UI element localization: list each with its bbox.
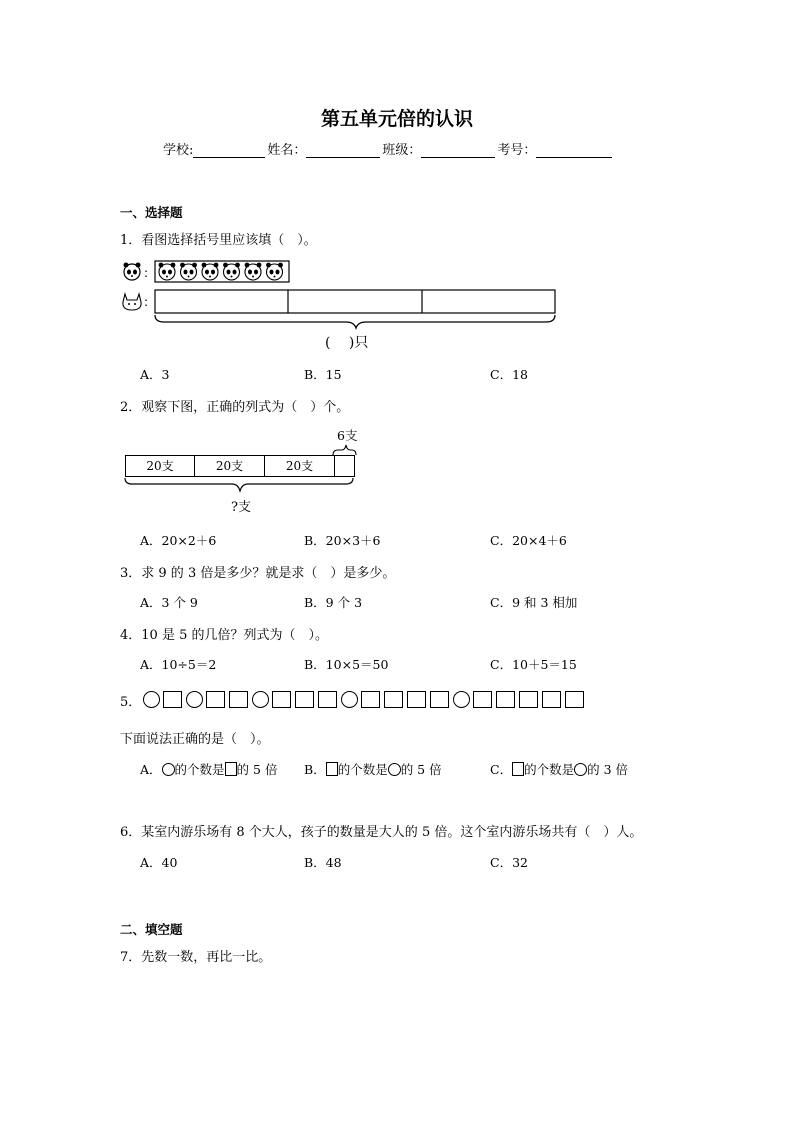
circle-shape [252, 691, 269, 708]
q5-option-b[interactable] [304, 760, 442, 778]
svg-text::: : [144, 295, 149, 309]
q2-top-brace [330, 442, 360, 456]
square-shape [318, 691, 337, 708]
q2-extra-label: 6支 [337, 428, 358, 443]
exam-no-label: 考号： [497, 143, 537, 158]
q2-option-c[interactable]: C．20×4＋6 [490, 533, 567, 548]
circle-shape [453, 691, 470, 708]
panda-icon [180, 263, 197, 280]
name-label: 姓名： [267, 143, 307, 158]
q1-option-b[interactable]: B．15 [304, 367, 342, 382]
panda-icon [202, 263, 219, 280]
square-shape [473, 691, 492, 708]
circle-shape [186, 691, 203, 708]
square-shape [512, 762, 524, 776]
q3-option-a[interactable]: A．3 个 9 [140, 595, 198, 610]
q5-option-c-suffix: 的 3 倍 [587, 762, 628, 777]
square-shape [295, 691, 314, 708]
question-1-text: 1．看图选择括号里应该填（ ）。 [120, 233, 317, 248]
panda-icon [159, 263, 176, 280]
square-shape [384, 691, 403, 708]
q5-option-b-suffix: 的 5 倍 [400, 762, 442, 777]
question-6-text: 6．某室内游乐场有 8 个大人，孩子的数量是大人的 5 倍。这个室内游乐场共有（ ）人。 [120, 825, 643, 840]
panda-icon [266, 263, 283, 280]
panda-icon [124, 263, 141, 281]
q5-option-c-prefix: C． [490, 762, 513, 777]
q6-option-c[interactable]: C．32 [490, 855, 528, 870]
name-blank[interactable] [306, 143, 380, 158]
q5-shape-row [143, 689, 588, 708]
q2-bar [125, 455, 355, 477]
q3-option-b[interactable]: B．9 个 3 [304, 595, 363, 610]
q2-option-b[interactable]: B．20×3＋6 [304, 533, 381, 548]
question-3-text: 3．求 9 的 3 倍是多少？就是求（ ）是多少。 [120, 566, 396, 581]
q4-option-c[interactable]: C．10＋5＝15 [490, 657, 577, 672]
panda-icon [223, 263, 240, 280]
square-shape [229, 691, 248, 708]
q5-option-a[interactable] [140, 760, 277, 778]
q2-total-label: ?支 [231, 500, 251, 515]
q5-option-b-mid: 的个数是 [337, 762, 388, 777]
section-heading-choice: 一、选择题 [120, 205, 183, 220]
question-1-bracket-label: ( )只 [325, 335, 369, 351]
exam-no-blank[interactable] [536, 143, 612, 158]
school-blank[interactable] [193, 143, 265, 158]
q5-option-c[interactable] [490, 760, 628, 778]
class-blank[interactable] [421, 143, 495, 158]
q6-option-a[interactable]: A．40 [140, 855, 178, 870]
q6-option-b[interactable]: B．48 [304, 855, 342, 870]
q2-bar-cell: 20支 [265, 456, 335, 476]
q2-option-a[interactable]: A．20×2＋6 [140, 533, 217, 548]
q4-option-a[interactable]: A．10÷5＝2 [140, 657, 217, 672]
brace [155, 315, 555, 328]
square-shape [225, 762, 237, 776]
q3-option-c[interactable]: C．9 和 3 相加 [490, 595, 578, 610]
q5-option-a-mid: 的个数是 [174, 762, 225, 777]
question-7-text: 7．先数一数，再比一比。 [120, 950, 272, 965]
square-shape [430, 691, 449, 708]
cat-icon [123, 294, 141, 310]
panda-icon [245, 263, 262, 280]
section-heading-fill: 二、填空题 [120, 922, 183, 937]
square-shape [407, 691, 426, 708]
square-shape [361, 691, 380, 708]
circle-shape [143, 691, 160, 708]
square-shape [163, 691, 182, 708]
square-shape [542, 691, 561, 708]
square-shape [326, 762, 338, 776]
square-shape [206, 691, 225, 708]
question-4-text: 4．10 是 5 的几倍？列式为（ ）。 [120, 628, 328, 643]
q5-option-a-suffix: 的 5 倍 [236, 762, 278, 777]
class-label: 班级： [382, 143, 422, 158]
page-title: 第五单元倍的认识 [320, 108, 473, 130]
q2-bottom-brace [122, 476, 358, 494]
student-info-line [163, 139, 614, 158]
q2-bar-cell: 20支 [195, 456, 265, 476]
school-label: 学校: [163, 143, 194, 158]
q5-option-a-prefix: A． [140, 762, 162, 777]
square-shape [272, 691, 291, 708]
cat-bar [155, 290, 555, 313]
q4-option-b[interactable]: B．10×5＝50 [304, 657, 389, 672]
circle-shape [574, 763, 587, 776]
question-5-number: 5． [120, 695, 142, 710]
q5-option-b-prefix: B． [304, 762, 326, 777]
svg-text::: : [144, 266, 149, 280]
question-5-prompt: 下面说法正确的是（ ）。 [120, 732, 270, 747]
circle-shape [162, 763, 175, 776]
square-shape [496, 691, 515, 708]
q1-option-c[interactable]: C．18 [490, 367, 528, 382]
circle-shape [388, 763, 401, 776]
q2-bar-cell: 20支 [126, 456, 195, 476]
q1-option-a[interactable]: A．3 [140, 367, 170, 382]
question-2-text: 2．观察下图，正确的列式为（ ）个。 [120, 400, 350, 415]
circle-shape [341, 691, 358, 708]
square-shape [519, 691, 538, 708]
q5-option-c-mid: 的个数是 [524, 762, 575, 777]
square-shape [565, 691, 584, 708]
